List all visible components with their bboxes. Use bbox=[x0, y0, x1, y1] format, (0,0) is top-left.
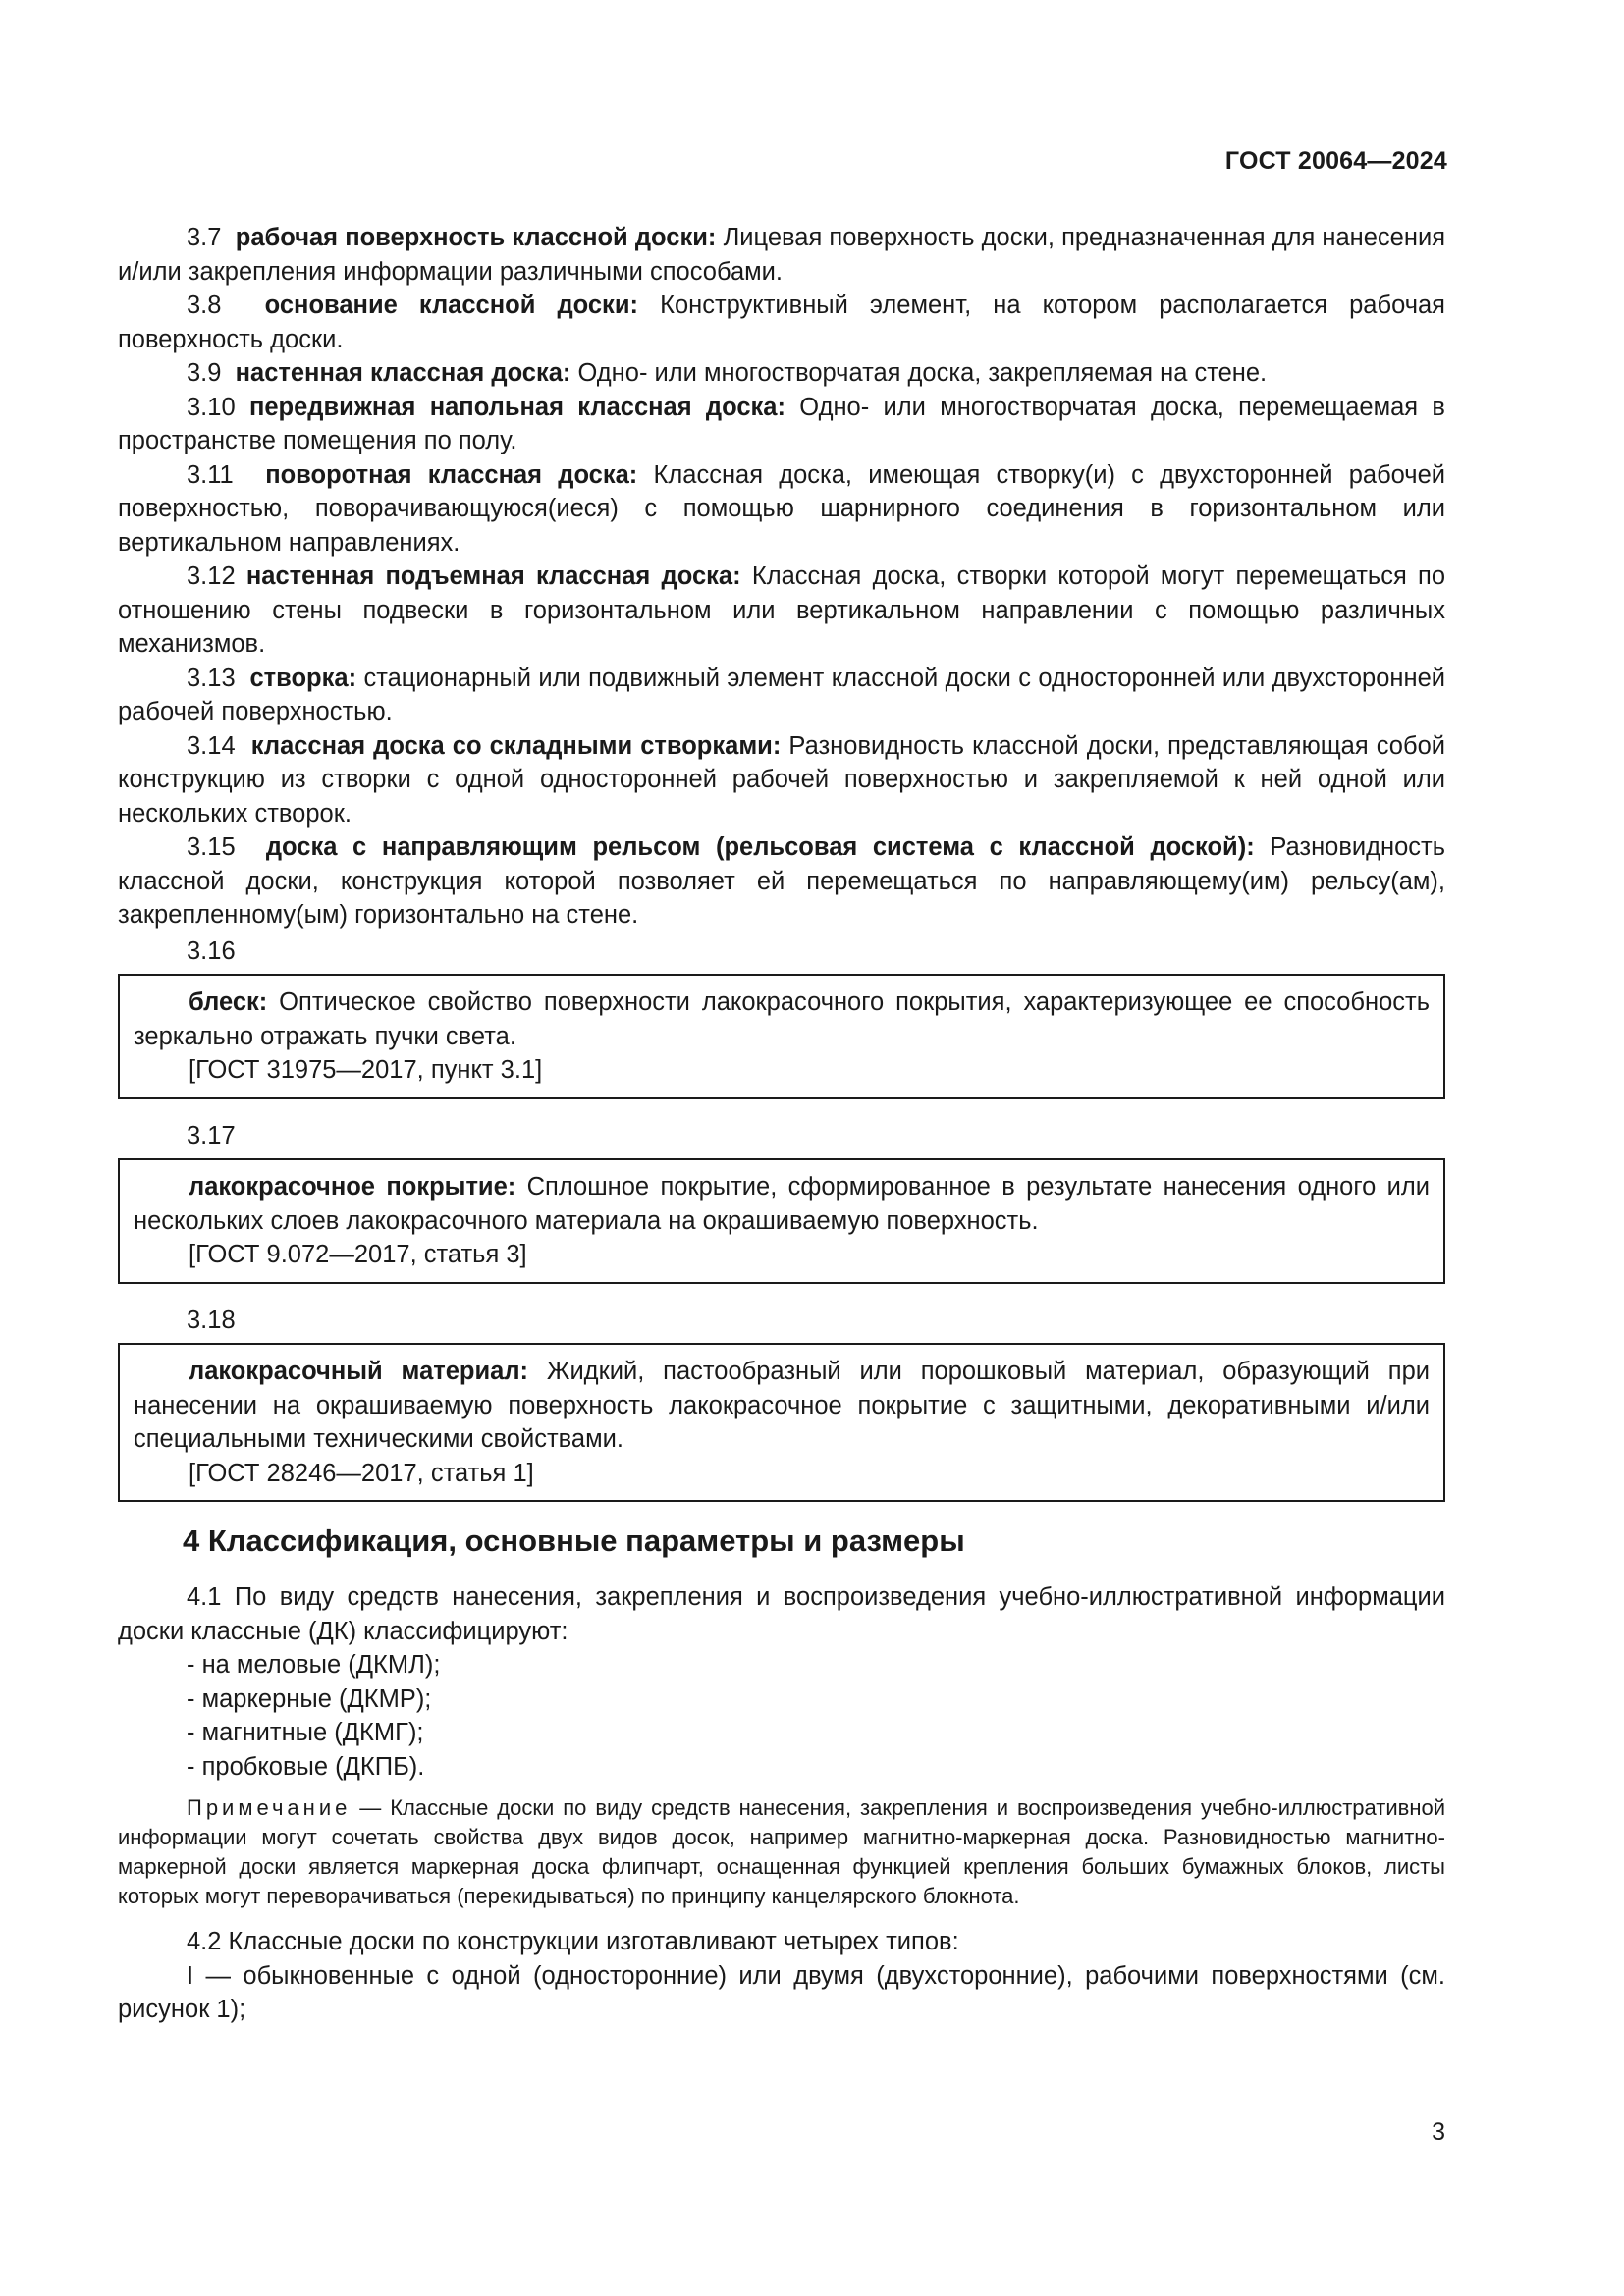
paragraph-4-2: 4.2 Классные доски по конструкции изготавливают четырех типов: bbox=[187, 1928, 959, 1955]
term-3-16-box bbox=[118, 974, 1445, 1099]
term-3-16-number: 3.16 bbox=[187, 936, 236, 965]
term-3-15: 3.15 доска с направляющим рельсом (рельсовая система с классной доской): Разновидность классной доски, конструкция которой позволяет ей перемещаться по направляющему(им) рельсу(ам), закрепленному(ым) горизонтально на стене. bbox=[118, 833, 1446, 929]
term-3-17-text: лакокрасочное покрытие: Сплошное покрытие, сформированное в результате нанесения одного или нескольких слоев лакокрасочного материала на окрашиваемую поверхность. bbox=[134, 1173, 1430, 1235]
term-3-17-box bbox=[118, 1158, 1445, 1284]
term-3-7: 3.7 рабочая поверхность классной доски: Лицевая поверхность доски, предназначенная для нанесения и/или закрепления информации различными способами. bbox=[118, 224, 1446, 286]
section-4-heading: 4 Классификация, основные параметры и размеры bbox=[183, 1523, 965, 1558]
note-label: Примечание bbox=[187, 1795, 352, 1820]
paragraph-4-2-type-1: I — обыкновенные с одной (односторонние) или двумя (двухсторонние), рабочими поверхностями (см. рисунок 1); bbox=[118, 1961, 1445, 2023]
list-item: - магнитные (ДКМГ); bbox=[187, 1719, 424, 1746]
term-3-14: 3.14 классная доска со складными створками: Разновидность классной доски, представляющая собой конструкцию из створки с одной односторонней рабочей поверхностью и закрепляемой к ней одной или нескольких створок. bbox=[118, 731, 1445, 828]
document-body bbox=[118, 221, 1445, 2027]
term-3-16-text: блеск: Оптическое свойство поверхности лакокрасочного покрытия, характеризующее ее способность зеркально отражать пучки света. bbox=[134, 988, 1430, 1050]
note bbox=[118, 1793, 1445, 1911]
term-3-12: 3.12 настенная подъемная классная доска: Классная доска, створки которой могут перемещаться по отношению стены подвески в горизонтальном или вертикальном направлении с помощью различных механизмов. bbox=[118, 562, 1446, 658]
term-3-13: 3.13 створка: стационарный или подвижный элемент классной доски с односторонней или двухсторонней рабочей поверхностью. bbox=[118, 664, 1446, 725]
term-3-18-box bbox=[118, 1343, 1445, 1502]
term-3-18-number: 3.18 bbox=[187, 1306, 236, 1334]
term-3-9: 3.9 настенная классная доска: Одно- или многостворчатая доска, закрепляемая на стене. bbox=[187, 359, 1268, 387]
page-number: 3 bbox=[1432, 2118, 1445, 2146]
list-item: - пробковые (ДКПБ). bbox=[187, 1752, 425, 1781]
term-3-8: 3.8 основание классной доски: Конструктивный элемент, на котором располагается рабочая поверхность доски. bbox=[118, 292, 1445, 353]
term-3-18-reference: [ГОСТ 28246—2017, статья 1] bbox=[189, 1459, 534, 1487]
list-item: - на меловые (ДКМЛ); bbox=[187, 1651, 441, 1679]
term-3-11: 3.11 поворотная классная доска: Классная доска, имеющая створку(и) с двухсторонней рабочей поверхностью, поворачивающуюся(иеся) с помощью шарнирного соединения в горизонтальном или вертикальном направлениях. bbox=[118, 460, 1446, 557]
list-item: - маркерные (ДКМР); bbox=[187, 1684, 432, 1713]
term-3-17-reference: [ГОСТ 9.072—2017, статья 3] bbox=[189, 1241, 527, 1268]
term-3-10: 3.10 передвижная напольная классная доска: Одно- или многостворчатая доска, перемещаемая в пространстве помещения по полу. bbox=[118, 393, 1445, 454]
note-text: — Классные доски по виду средств нанесения, закрепления и воспроизведения учебно-иллюстративной информации могут сочетать свойства двух видов досок, например магнитно-маркерная доска. Разновидностью магнитно-маркерной доски является маркерная доска флипчарт, оснащенная функцией крепления больших бумажных блоков, листы которых могут переворачиваться (перекидываться) по принципу канцелярского блокнота. bbox=[118, 1795, 1445, 1908]
term-3-16-reference: [ГОСТ 31975—2017, пункт 3.1] bbox=[189, 1056, 543, 1084]
paragraph-4-1: 4.1 По виду средств нанесения, закрепления и воспроизведения учебно-иллюстративной информации доски классные (ДК) классифицируют: bbox=[118, 1583, 1445, 1645]
term-3-17-number: 3.17 bbox=[187, 1121, 236, 1149]
doc-code-header: ГОСТ 20064—2024 bbox=[1224, 147, 1447, 175]
term-3-18-text: лакокрасочный материал: Жидкий, пастообразный или порошковый материал, образующий при нанесении на окрашиваемую поверхность лакокрасочное покрытие с защитными, декоративными и/или специальными техническими свойствами. bbox=[134, 1358, 1430, 1453]
